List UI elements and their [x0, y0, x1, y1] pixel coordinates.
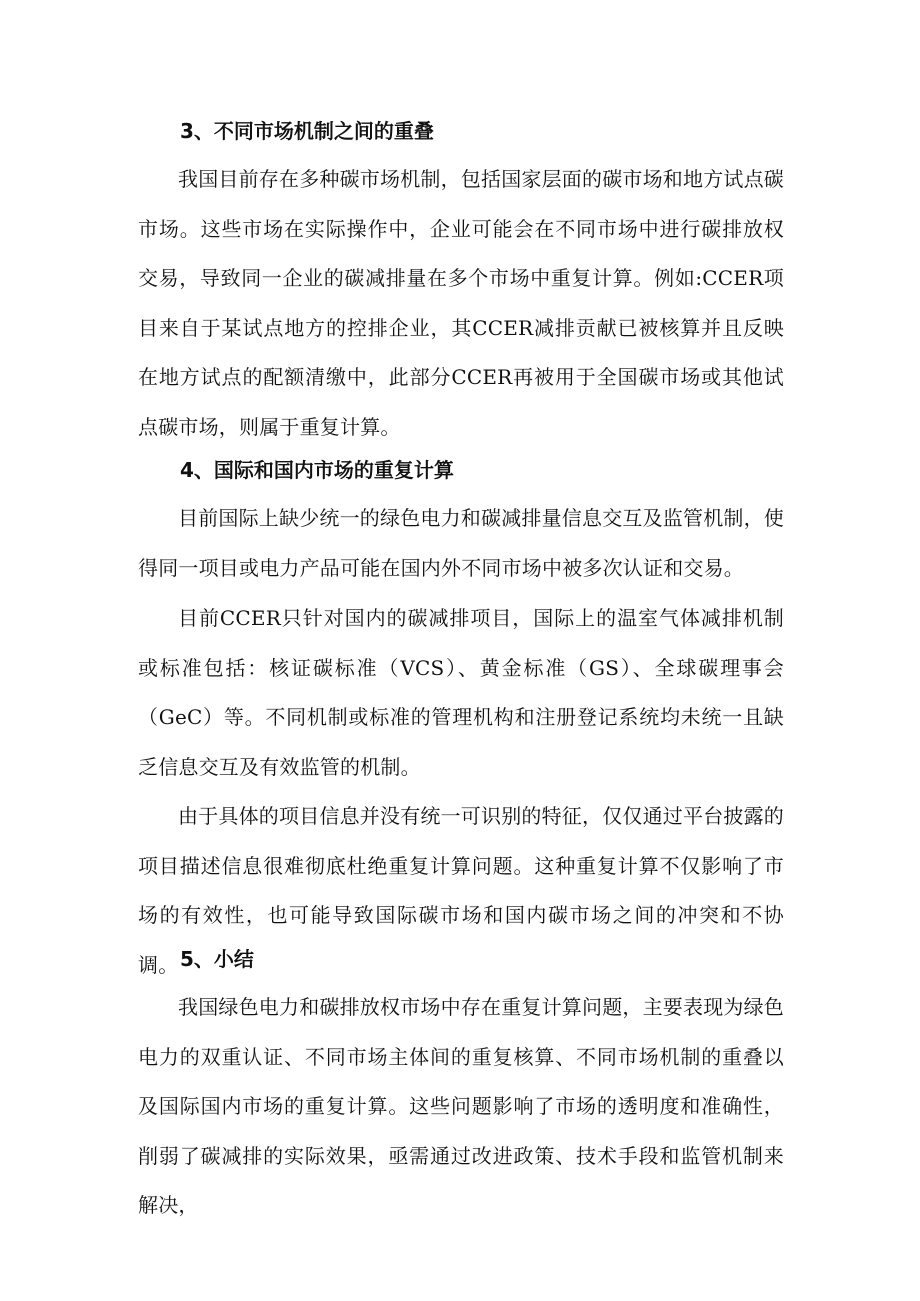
section-4-heading: 4、国际和国内市场的重复计算 — [180, 458, 454, 482]
section-3-heading: 3、不同市场机制之间的重叠 — [180, 119, 434, 143]
section-4-paragraph-2: 目前CCER只针对国内的碳减排项目，国际上的温室气体减排机制或标准包括：核证碳标准（VCS）、黄金标准（GS）、全球碳理事会（GeC）等。不同机制或标准的管理机构和注册登记系统均未统一且缺乏信息交互及有效监管的机制。 — [138, 606, 784, 779]
section-5-heading: 5、小结 — [180, 947, 254, 971]
section-4-paragraph-3: 由于具体的项目信息并没有统一可识别的特征，仅仅通过平台披露的项目描述信息很难彻底杜绝重复计算问题。这种重复计算不仅影响了市场的有效性，也可能导致国际碳市场和国内碳市场之间的冲突和不协调。 — [138, 804, 784, 977]
section-4-paragraph-1: 目前国际上缺少统一的绿色电力和碳减排量信息交互及监管机制，使得同一项目或电力产品可能在国内外不同市场中被多次认证和交易。 — [138, 506, 784, 580]
section-5-paragraph-1: 我国绿色电力和碳排放权市场中存在重复计算问题，主要表现为绿色电力的双重认证、不同市场主体间的重复核算、不同市场机制的重叠以及国际国内市场的重复计算。这些问题影响了市场的透明度和准确性，削弱了碳减排的实际效果，亟需通过改进政策、技术手段和监管机制来解决， — [138, 995, 784, 1218]
section-3-paragraph-1: 我国目前存在多种碳市场机制，包括国家层面的碳市场和地方试点碳市场。这些市场在实际操作中，企业可能会在不同市场中进行碳排放权交易，导致同一企业的碳减排量在多个市场中重复计算。例如:CCER项目来自于某试点地方的控排企业，其CCER减排贡献已被核算并且反映在地方试点的配额清缴中，此部分CCER再被用于全国碳市场或其他试点碳市场，则属于重复计算。 — [138, 167, 784, 439]
